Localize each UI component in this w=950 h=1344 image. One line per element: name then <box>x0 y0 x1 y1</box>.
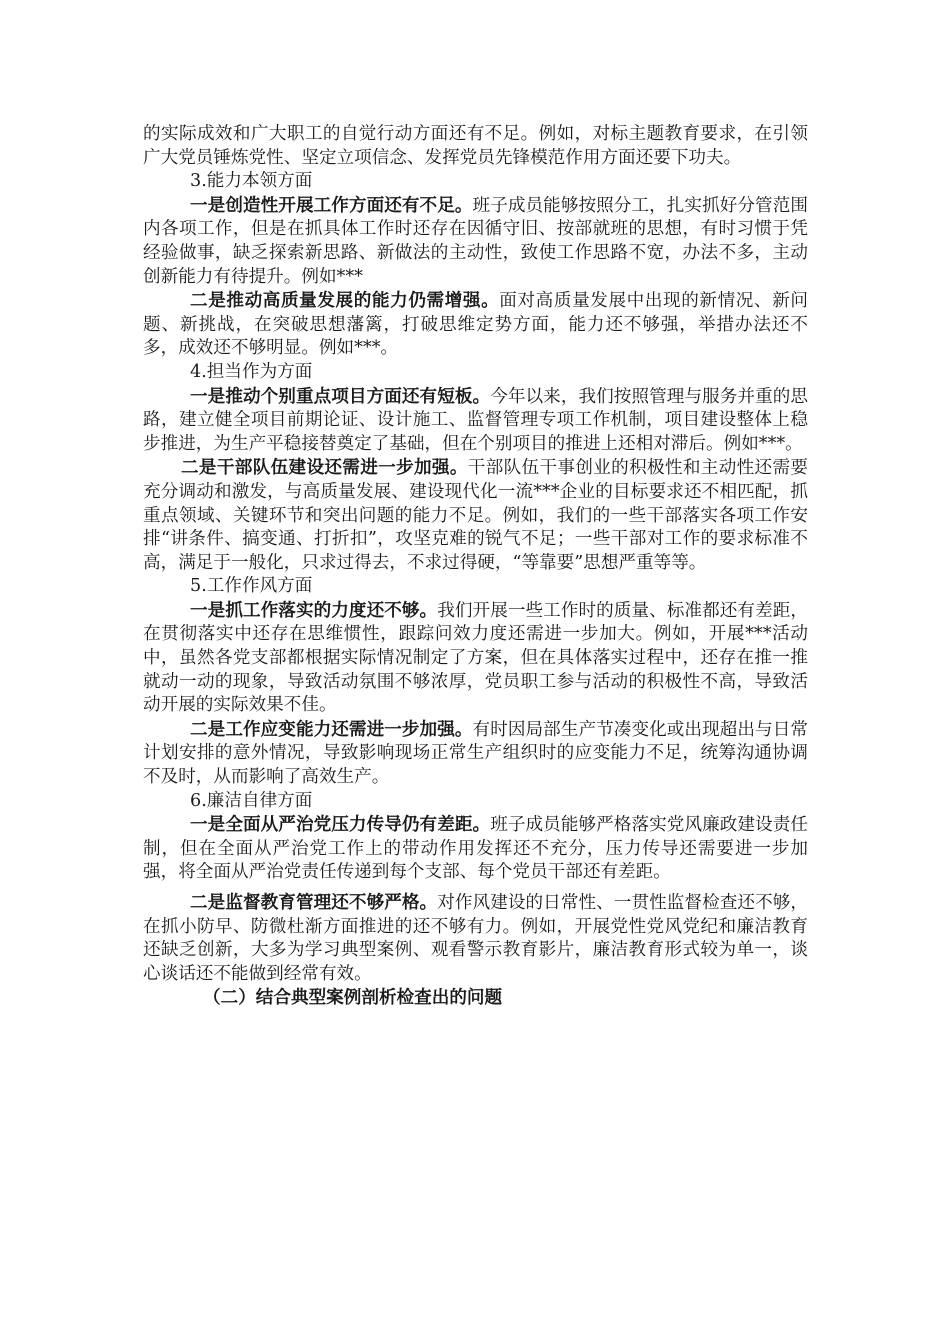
section-heading-case-analysis: （二）结合典型案例剖析检查出的问题 <box>203 987 503 1009</box>
paragraph-capability-1 <box>143 194 808 289</box>
paragraph-work-style-2 <box>143 718 808 790</box>
paragraph-lead: 二是工作应变能力还需进一步加强。 <box>190 718 473 740</box>
section-heading-integrity: 6.廉洁自律方面 <box>190 790 313 811</box>
paragraph-body: 我们开展一些工作时的质量、标准都还有差距，在贯彻落实中还存在思维惯性，跟踪问效力度还需进一步加大。例如，开展***活动中，虽然各党支部都根据实际情况制定了方案，但在具体落实过程中，还存在推一推就动一动的现象，导致活动氛围不够浓厚，党员职工参与活动的积极性不高，导致活动开展的实际效果不佳。 <box>143 600 808 716</box>
paragraph-body: 今年以来，我们按照管理与服务并重的思路，建立健全项目前期论证、设计施工、监督管理专项工作机制，项目建设整体上稳步推进，为生产平稳接替奠定了基础，但在个别项目的推进上还相对滞后。例如***。 <box>143 386 808 454</box>
paragraph-lead: 二是推动高质量发展的能力仍需增强。 <box>190 290 500 312</box>
paragraph-continued <box>143 123 808 170</box>
section-heading-capability: 3.能力本领方面 <box>190 171 313 192</box>
paragraph-body: 班子成员能够按照分工，扎实抓好分管范围内各项工作，但是在抓具体工作时还存在因循守旧、按部就班的思想，有时习惯于凭经验做事，缺乏探索新思路、新做法的主动性，致使工作思路不宽，办法不多，主动创新能力有待提升。例如*** <box>143 195 808 287</box>
paragraph-capability-2 <box>143 289 808 361</box>
paragraph-body: 对作风建设的日常性、一贯性监督检查还不够，在抓小防早、防微杜渐方面推进的还不够有力。例如，开展党性党风党纪和廉洁教育还缺乏创新，大多为学习典型案例、观看警示教育影片，廉洁教育形式较为单一，谈心谈话还不能做到经常有效。 <box>143 893 808 984</box>
paragraph-body: 班子成员能够严格落实党风廉政建设责任制，但在全面从严治党工作上的带动作用发挥还不充分，压力传导还需要进一步加强，将全面从严治党责任传递到每个支部、每个党员干部还有差距。 <box>143 815 808 883</box>
paragraph-lead: 一是全面从严治党压力传导仍有差距。 <box>190 814 491 836</box>
paragraph-integrity-2 <box>143 891 808 986</box>
paragraph-lead: 一是推动个别重点项目方面还有短板。 <box>190 385 491 407</box>
paragraph-lead: 一是创造性开展工作方面还有不足。 <box>190 194 473 216</box>
section-heading-work-style: 5.工作作风方面 <box>190 576 313 597</box>
document-page <box>143 123 808 1010</box>
paragraph-body: 面对高质量发展中出现的新情况、新问题、新挑战，在突破思想藩篱，打破思维定势方面，能力还不够强，举措办法还不多，成效还不够明显。例如***。 <box>143 291 808 359</box>
paragraph-body: 有时因局部生产节凑变化或出现超出与日常计划安排的意外情况，导致影响现场正常生产组织时的应变能力不足，统筹沟通协调不及时，从而影响了高效生产。 <box>143 719 808 788</box>
paragraph-lead: 一是抓工作落实的力度还不够。 <box>190 599 438 621</box>
paragraph-responsibility-1 <box>143 385 808 457</box>
paragraph-lead: 二是监督教育管理还不够严格。 <box>190 892 438 913</box>
paragraph-work-style-1 <box>143 599 808 718</box>
paragraph-body: 的实际成效和广大职工的自觉行动方面还有不足。例如，对标主题教育要求，在引领广大党员锤炼党性、坚定立项信念、发挥党员先锋模范作用方面还要下功夫。 <box>143 124 808 168</box>
paragraph-body: 干部队伍干事创业的积极性和主动性还需要充分调动和激发，与高质量发展、建设现代化一流***企业的目标要求还不相匹配，抓重点领域、关键环节和突出问题的能力不足。例如，我们的一些干部落实各项工作安排“讲条件、搞变通、打折扣”，攻坚克难的锐气不足；一些干部对工作的要求标准不高，满足于一般化，只求过得去，不求过得硬，“等靠要”思想严重等等。 <box>143 458 808 573</box>
paragraph-lead: 二是干部队伍建设还需进一步加强。 <box>181 457 468 479</box>
paragraph-integrity-1 <box>143 813 808 885</box>
paragraph-responsibility-2 <box>143 456 808 575</box>
section-heading-responsibility: 4.担当作为方面 <box>190 361 313 382</box>
